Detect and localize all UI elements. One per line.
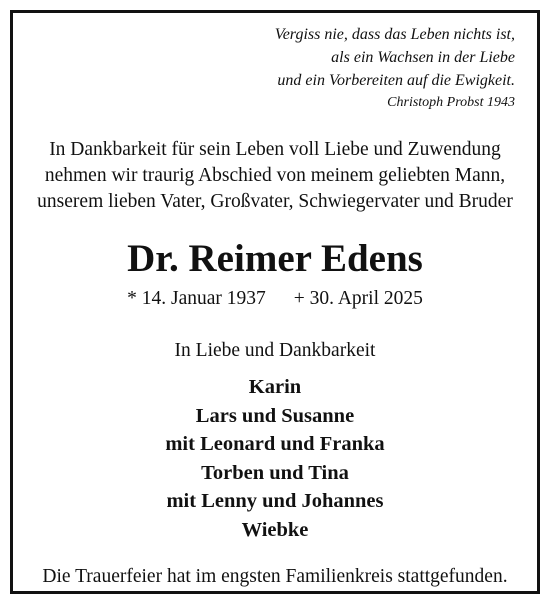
family-member: mit Leonard und Franka bbox=[165, 433, 385, 455]
quote-line: und ein Vorbereiten auf die Ewigkeit. bbox=[277, 72, 515, 89]
life-dates bbox=[13, 286, 537, 312]
quote-author: Christoph Probst 1943 bbox=[387, 95, 515, 110]
closing-phrase: In Liebe und Dankbarkeit bbox=[174, 340, 376, 361]
family-member: Torben und Tina bbox=[201, 461, 349, 484]
family-member: Karin bbox=[248, 376, 302, 398]
obituary-frame bbox=[10, 10, 540, 594]
quote-block bbox=[275, 23, 515, 114]
deceased-name: Dr. Reimer Edens bbox=[127, 237, 423, 280]
family-list bbox=[13, 373, 537, 544]
intro-line: nehmen wir traurig Abschied von meinem geliebten Mann, bbox=[44, 165, 506, 186]
family-member: mit Lenny und Johannes bbox=[166, 490, 384, 512]
birth-date: * 14. Januar 1937 bbox=[127, 288, 266, 309]
family-member: Wiebke bbox=[241, 518, 309, 541]
intro-line: In Dankbarkeit für sein Leben voll Liebe und Zuwendung bbox=[49, 139, 501, 160]
intro-text bbox=[13, 137, 537, 215]
death-date: + 30. April 2025 bbox=[293, 288, 423, 309]
quote-line: Vergiss nie, dass das Leben nichts ist, bbox=[274, 26, 515, 43]
quote-line: als ein Wachsen in der Liebe bbox=[331, 49, 515, 66]
intro-line: unserem lieben Vater, Großvater, Schwiegervater und Bruder bbox=[37, 191, 513, 212]
family-member: Lars und Susanne bbox=[195, 404, 355, 427]
funeral-note: Die Trauerfeier hat im engsten Familienkreis stattgefunden. bbox=[42, 566, 508, 587]
